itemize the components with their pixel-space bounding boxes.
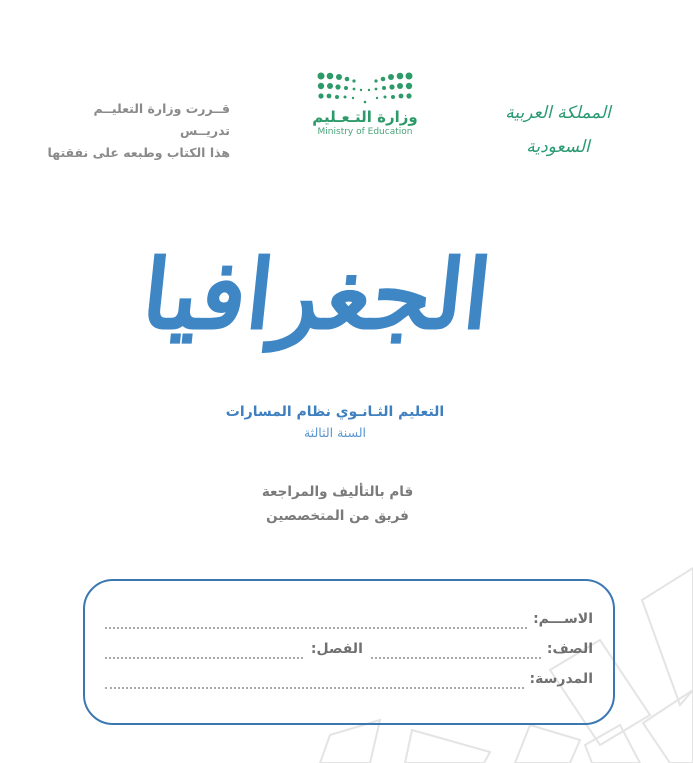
grade-class-row — [105, 637, 593, 661]
name-field[interactable] — [105, 615, 527, 629]
education-track: التعليم الثـانـوي نظام المسارات — [225, 404, 445, 420]
ministry-dots-icon — [317, 72, 413, 104]
book-title: الجغرافيا — [136, 238, 497, 351]
authors-credit — [200, 480, 475, 528]
class-field[interactable] — [105, 645, 303, 659]
student-info-form — [83, 579, 615, 725]
decree-text — [40, 98, 230, 164]
grade-label: الصف: — [546, 641, 593, 657]
ministry-english-name: Ministry of Education — [317, 127, 413, 137]
school-label: المدرسة: — [529, 671, 593, 687]
school-field[interactable] — [105, 675, 524, 689]
grade-field[interactable] — [371, 645, 541, 659]
school-row — [105, 667, 593, 691]
ministry-of-education-logo — [300, 72, 430, 137]
name-label: الاســـم: — [533, 611, 593, 627]
school-year: السنة الثالثة — [303, 425, 367, 440]
ministry-arabic-name: وزارة التـعـليم — [312, 108, 418, 126]
decree-line-1: قــررت وزارة التعليــم تدريــس — [93, 101, 230, 138]
class-label: الفصل: — [310, 641, 363, 657]
name-row — [105, 607, 593, 631]
decree-line-2: هذا الكتاب وطبعه على نفقتها — [47, 145, 230, 160]
authors-line-1: قام بالتأليف والمراجعة — [261, 484, 414, 500]
authors-line-2: فريق من المتخصصين — [266, 508, 409, 524]
kingdom-calligraphy-logo: المملكة العربية السعودية — [505, 103, 611, 157]
